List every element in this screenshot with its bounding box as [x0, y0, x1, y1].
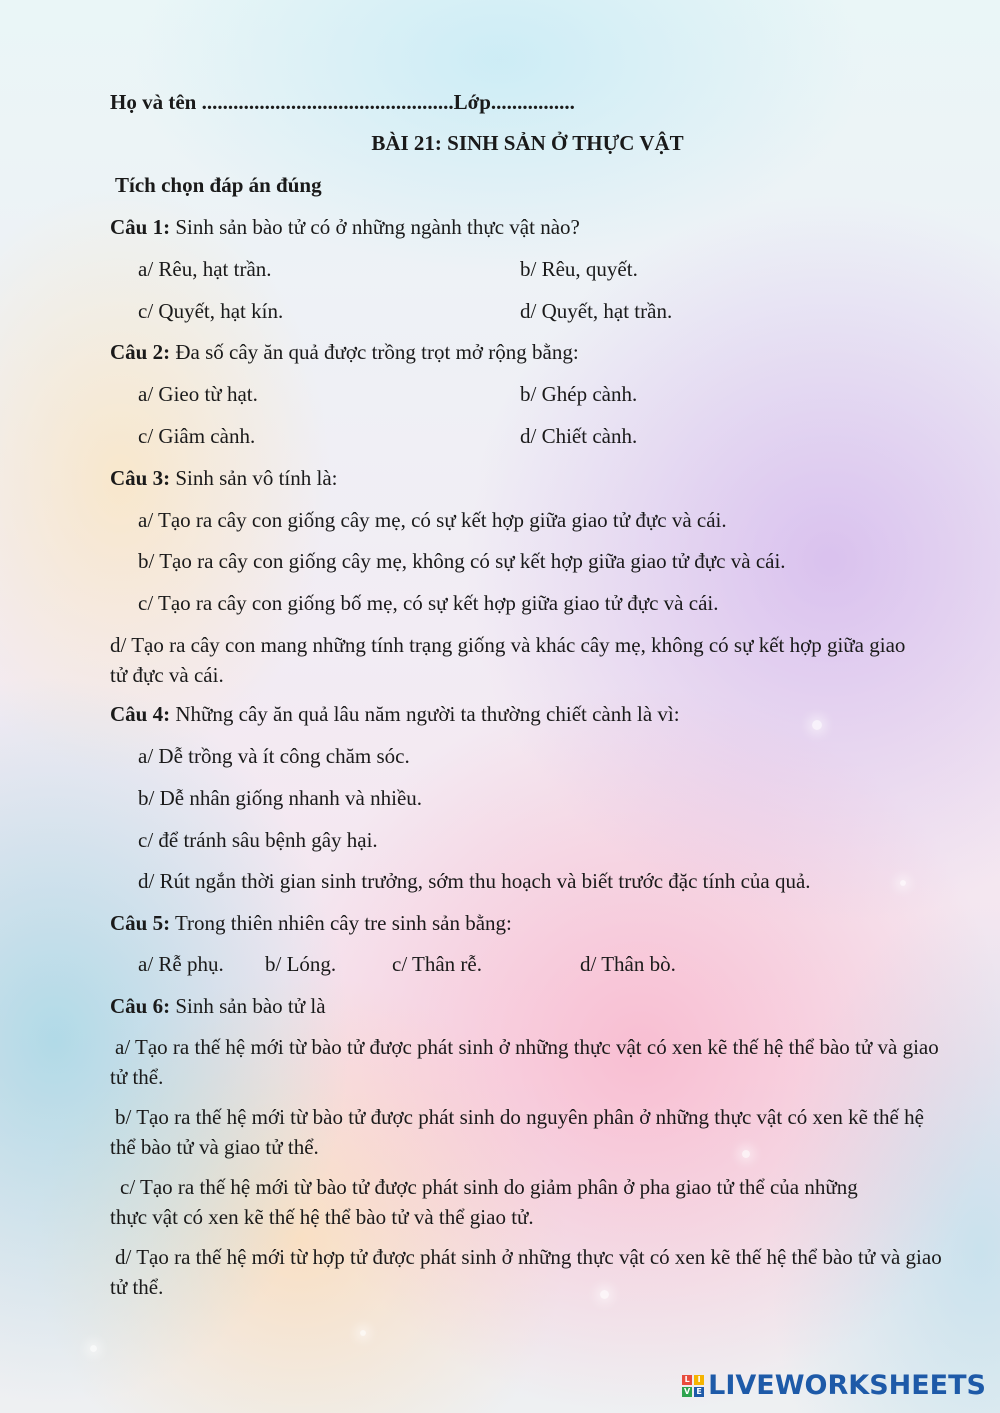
question-label: Câu 4: [110, 702, 171, 726]
background-sparkle [360, 1330, 366, 1336]
question-3 [110, 466, 338, 491]
option-1c[interactable]: c/ Quyết, hạt kín. [138, 299, 284, 323]
question-text: Những cây ăn quả lâu năm người ta thường chiết cành là vì: [170, 702, 680, 726]
question-2 [110, 340, 579, 365]
option-3c[interactable]: c/ Tạo ra cây con giống bố mẹ, có sự kết hợp giữa giao tử đực và cái. [138, 591, 719, 615]
worksheet-title: BÀI 21: SINH SẢN Ở THỰC VẬT [371, 131, 684, 155]
question-label: Câu 6: [110, 994, 171, 1018]
option-6b[interactable]: b/ Tạo ra thế hệ mới từ bào tử được phát sinh do nguyên phân ở những thực vật có xen kẽ thế hệ thể bào tử và giao tử thể. [110, 1105, 924, 1159]
liveworksheets-logo-icon [682, 1375, 704, 1397]
liveworksheets-logo[interactable] [682, 1370, 986, 1401]
option-3a[interactable]: a/ Tạo ra cây con giống cây mẹ, có sự kết hợp giữa giao tử đực và cái. [138, 508, 727, 532]
background-sparkle [900, 880, 906, 886]
option-2d[interactable]: d/ Chiết cành. [520, 424, 638, 448]
question-text: Sinh sản vô tính là: [170, 466, 338, 490]
option-4d[interactable]: d/ Rút ngắn thời gian sinh trưởng, sớm thu hoạch và biết trước đặc tính của quả. [138, 869, 811, 893]
option-4c[interactable]: c/ để tránh sâu bệnh gây hại. [138, 828, 378, 852]
option-5d[interactable]: d/ Thân bò. [580, 952, 676, 976]
background-sparkle [812, 720, 822, 730]
question-text: Trong thiên nhiên cây tre sinh sản bằng: [170, 911, 512, 935]
option-5c[interactable]: c/ Thân rễ. [392, 952, 482, 976]
option-4b[interactable]: b/ Dễ nhân giống nhanh và nhiều. [138, 786, 423, 810]
logo-mark-letter: E [694, 1387, 704, 1397]
background-sparkle [90, 1345, 97, 1352]
option-4a[interactable]: a/ Dễ trồng và ít công chăm sóc. [138, 744, 410, 768]
question-1 [110, 215, 580, 240]
option-2b[interactable]: b/ Ghép cành. [520, 382, 638, 406]
option-3b[interactable]: b/ Tạo ra cây con giống cây mẹ, không có sự kết hợp giữa giao tử đực và cái. [138, 549, 786, 573]
question-5 [110, 911, 512, 936]
instruction: Tích chọn đáp án đúng [115, 173, 322, 197]
option-1a[interactable]: a/ Rêu, hạt trần. [138, 257, 272, 281]
logo-mark-letter: L [682, 1375, 692, 1385]
option-2a[interactable]: a/ Gieo từ hạt. [138, 382, 258, 406]
question-label: Câu 5: [110, 911, 171, 935]
name-class-line: Họ và tên ................................................Lớp................ [110, 90, 575, 114]
question-label: Câu 2: [110, 340, 171, 364]
option-2c[interactable]: c/ Giâm cành. [138, 424, 256, 448]
logo-mark-letter: V [684, 1386, 691, 1396]
question-label: Câu 1: [110, 215, 171, 239]
option-1b[interactable]: b/ Rêu, quyết. [520, 257, 638, 281]
question-label: Câu 3: [110, 466, 171, 490]
logo-mark-letter: I [694, 1375, 704, 1385]
question-4 [110, 702, 680, 727]
option-6a[interactable]: a/ Tạo ra thế hệ mới từ bào tử được phát sinh ở những thực vật có xen kẽ thế hệ thể bào tử và giao tử thể. [110, 1035, 939, 1089]
option-6d[interactable]: d/ Tạo ra thế hệ mới từ hợp tử được phát sinh ở những thực vật có xen kẽ thế hệ thể bào tử và giao tử thể. [110, 1245, 942, 1299]
liveworksheets-logo-text: LIVEWORKSHEETS [708, 1370, 986, 1401]
question-text: Sinh sản bào tử là [170, 994, 326, 1018]
question-text: Sinh sản bào tử có ở những ngành thực vật nào? [170, 215, 580, 239]
option-5a[interactable]: a/ Rễ phụ. [138, 952, 224, 976]
question-6 [110, 994, 326, 1019]
option-5b[interactable]: b/ Lóng. [265, 952, 337, 976]
option-1d[interactable]: d/ Quyết, hạt trần. [520, 299, 673, 323]
question-text: Đa số cây ăn quả được trồng trọt mở rộng bằng: [170, 340, 579, 364]
option-3d[interactable]: d/ Tạo ra cây con mang những tính trạng giống và khác cây mẹ, không có sự kết hợp giữa giao tử đực và cái. [110, 633, 906, 687]
option-6c[interactable]: c/ Tạo ra thế hệ mới từ bào tử được phát sinh do giảm phân ở pha giao tử thể của những thực vật có xen kẽ thế hệ thể bào tử và thể giao tử. [110, 1175, 858, 1229]
